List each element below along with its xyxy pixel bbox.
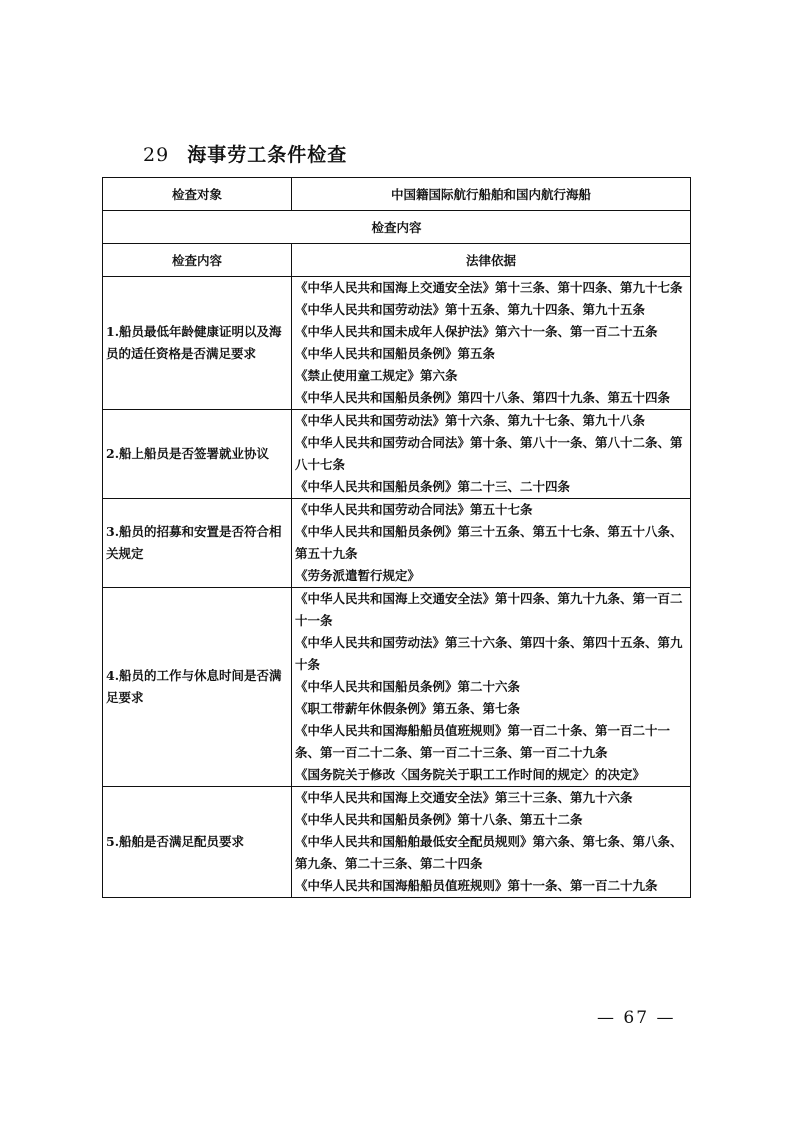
law-reference: 《中华人民共和国船员条例》第五条 [295, 346, 496, 361]
inspection-item: 5.船舶是否满足配员要求 [103, 787, 292, 898]
column-header-item: 检查内容 [103, 244, 292, 277]
table-row [103, 410, 691, 499]
law-reference: 《国务院关于修改〈国务院关于职工工作时间的规定〉的决定》 [295, 767, 646, 782]
inspection-item: 2.船上船员是否签署就业协议 [103, 410, 292, 499]
object-row [103, 178, 691, 211]
page-number: — 67 — [597, 1008, 676, 1028]
law-reference: 《职工带薪年休假条例》第五条、第七条 [295, 701, 521, 716]
law-reference: 《中华人民共和国船舶最低安全配员规则》第六条、第七条、第八条、第九条、第二十三条、第二十四条 [295, 834, 683, 871]
law-reference: 《中华人民共和国劳动合同法》第十条、第八十一条、第八十二条、第八十七条 [295, 435, 683, 472]
inspection-item: 1.船员最低年龄健康证明以及海员的适任资格是否满足要求 [103, 277, 292, 410]
table-row [103, 277, 691, 410]
law-reference: 《禁止使用童工规定》第六条 [295, 368, 458, 383]
law-reference: 《中华人民共和国劳动法》第三十六条、第四十条、第四十五条、第九十条 [295, 635, 683, 672]
legal-basis-cell [292, 588, 691, 787]
legal-basis-cell [292, 410, 691, 499]
content-heading: 检查内容 [103, 211, 691, 244]
law-reference: 《中华人民共和国船员条例》第二十三、二十四条 [295, 479, 571, 494]
law-reference: 《中华人民共和国劳动合同法》第五十七条 [295, 502, 533, 517]
section-number: 29 [143, 144, 170, 166]
inspection-table [102, 177, 691, 898]
legal-basis-cell [292, 787, 691, 898]
inspection-item: 4.船员的工作与休息时间是否满足要求 [103, 588, 292, 787]
law-reference: 《中华人民共和国船员条例》第十八条、第五十二条 [295, 812, 583, 827]
legal-basis-cell [292, 277, 691, 410]
law-reference: 《中华人民共和国海上交通安全法》第十三条、第十四条、第九十七条 [295, 280, 683, 295]
law-reference: 《中华人民共和国未成年人保护法》第六十一条、第一百二十五条 [295, 324, 658, 339]
law-reference: 《中华人民共和国海船船员值班规则》第十一条、第一百二十九条 [295, 878, 658, 893]
table-row [103, 588, 691, 787]
object-label: 检查对象 [103, 178, 292, 211]
content-heading-row [103, 211, 691, 244]
inspection-item: 3.船员的招募和安置是否符合相关规定 [103, 499, 292, 588]
law-reference: 《中华人民共和国劳动法》第十五条、第九十四条、第九十五条 [295, 302, 646, 317]
legal-basis-cell [292, 499, 691, 588]
law-reference: 《中华人民共和国劳动法》第十六条、第九十七条、第九十八条 [295, 413, 646, 428]
law-reference: 《中华人民共和国海上交通安全法》第三十三条、第九十六条 [295, 790, 633, 805]
object-value: 中国籍国际航行船舶和国内航行海船 [292, 178, 691, 211]
table-row [103, 499, 691, 588]
column-header-row [103, 244, 691, 277]
section-heading [143, 140, 347, 167]
law-reference: 《中华人民共和国船员条例》第四十八条、第四十九条、第五十四条 [295, 390, 671, 405]
law-reference: 《中华人民共和国海船船员值班规则》第一百二十条、第一百二十一条、第一百二十二条、第一百二十三条、第一百二十九条 [295, 723, 671, 760]
table-row [103, 787, 691, 898]
law-reference: 《中华人民共和国海上交通安全法》第十四条、第九十九条、第一百二十一条 [295, 591, 683, 628]
law-reference: 《中华人民共和国船员条例》第二十六条 [295, 679, 521, 694]
law-reference: 《劳务派遣暂行规定》 [295, 568, 421, 583]
law-reference: 《中华人民共和国船员条例》第三十五条、第五十七条、第五十八条、第五十九条 [295, 524, 683, 561]
section-title: 海事劳工条件检查 [187, 144, 348, 166]
column-header-basis: 法律依据 [292, 244, 691, 277]
